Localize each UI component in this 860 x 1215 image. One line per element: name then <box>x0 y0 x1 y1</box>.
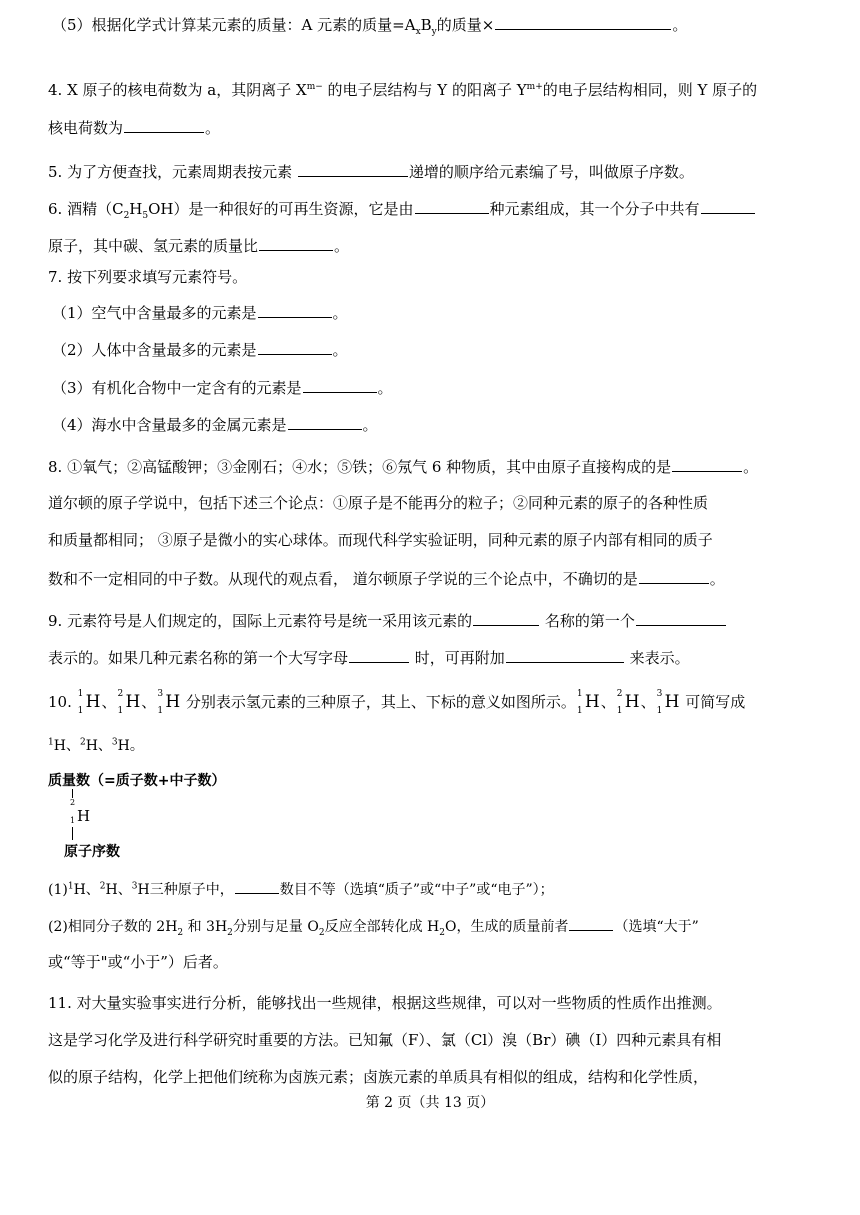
iso-symbol: H <box>85 692 101 712</box>
q9-text-a: 9. 元素符号是人们规定的，国际上元素符号是统一采用该元素的 <box>48 612 473 630</box>
iso-mass: 1 <box>576 689 583 699</box>
p2-text-b: 和 3H <box>183 919 228 935</box>
q7-item-1 <box>52 301 820 324</box>
q4-sup-2: m+ <box>526 82 543 92</box>
p1-h: H <box>105 882 118 898</box>
q6-text-a: 6. 酒精（C <box>48 200 124 218</box>
q8-line1 <box>48 455 816 478</box>
q9-blank-3[interactable] <box>349 646 409 663</box>
q5-sub-x: x <box>415 27 421 37</box>
q10-mid-text: 分别表示氢元素的三种原子，其上、下标的意义如图所示。 <box>181 693 576 711</box>
q6-blank-3[interactable] <box>259 234 333 251</box>
iso-symbol: H <box>624 692 640 712</box>
short-mass-2: 2 <box>79 737 86 748</box>
isotope-h1 <box>77 689 101 716</box>
iso-z: 1 <box>656 706 663 716</box>
p2-text-f: （选填“大于” <box>614 919 699 935</box>
q4-text-a: 4. X 原子的核电荷数为 a，其阴离子 X <box>48 81 307 99</box>
p2-text-c: 分别与足量 O <box>232 919 319 935</box>
q9-text-e: 来表示。 <box>624 649 690 667</box>
q10-part1 <box>48 877 816 901</box>
q4-text-d: 核电荷数为 <box>48 119 124 137</box>
p2-blank[interactable] <box>569 914 613 931</box>
q5-blank[interactable] <box>495 13 671 30</box>
q7-title: 7. 按下列要求填写元素符号。 <box>48 268 248 286</box>
isotope-notation-diagram <box>48 770 248 862</box>
q4-line1 <box>48 79 816 101</box>
p2-s3: 2 <box>318 927 325 938</box>
q5b-line <box>48 160 816 183</box>
sep: 、 <box>97 738 112 754</box>
q7-blank-4[interactable] <box>288 413 362 430</box>
q8-end-1: 。 <box>743 458 759 476</box>
iso-z: 1 <box>616 706 623 716</box>
q8-blank-1[interactable] <box>672 455 742 472</box>
isotope-h2-b <box>616 689 640 716</box>
q9-text-b: 名称的第一个 <box>540 612 635 630</box>
p2-s2: 2 <box>227 927 233 938</box>
isotope-h1-b <box>576 689 600 716</box>
iso-symbol: H <box>125 692 141 712</box>
q5b-text-b: 递增的顺序给元素编了号，叫做原子序数。 <box>408 163 694 181</box>
q8-text-4: 数和不一定相同的中子数。从现代的观点看， 道尔顿原子学说的三个论点中，不确切的是 <box>48 570 638 588</box>
q8-blank-2[interactable] <box>639 567 709 584</box>
p1-text-c: 数目不等（选填“质子”或“中子”或“电子”）； <box>279 882 554 898</box>
iso-z: 1 <box>157 706 164 716</box>
sep: 、 <box>65 738 80 754</box>
p2-s4: 2 <box>439 927 445 938</box>
atomic-number-label: 原子序数 <box>64 844 120 860</box>
iso-mass: 2 <box>616 689 623 699</box>
q7-end-1: 。 <box>332 304 348 322</box>
connector-line-top <box>72 789 73 798</box>
q9-line1 <box>48 609 816 632</box>
short-h: H <box>53 738 66 754</box>
p1-m3: 3 <box>131 881 138 892</box>
q4-sup-1: m− <box>306 82 323 92</box>
q9-line2 <box>48 646 816 669</box>
q10-line2 <box>48 735 816 757</box>
q7-item-4 <box>52 413 820 436</box>
p2-text-d: 反应全部转化成 H <box>324 919 440 935</box>
p2-s1: 2 <box>177 927 184 938</box>
q11-line3: 似的原子结构，化学上把他们统称为卤族元素；卤族元素的单质具有相似的组成，结构和化学性质， <box>48 1068 709 1086</box>
sep: 、 <box>600 693 616 711</box>
sep: 、 <box>85 882 100 898</box>
q6-sub-1: 2 <box>123 211 130 221</box>
p1-m2: 2 <box>99 881 106 892</box>
q8-line4 <box>48 567 816 590</box>
q9-blank-1[interactable] <box>473 609 539 626</box>
q4-blank[interactable] <box>124 116 204 133</box>
q6-line2 <box>48 234 816 257</box>
q5-sub-y: y <box>431 27 437 37</box>
p1-h: H <box>73 882 86 898</box>
iso-z: 1 <box>77 706 84 716</box>
q8-line2: 道尔顿的原子学说中，包括下述三个论点：①原子是不能再分的粒子；②同种元素的原子的各种性质 <box>48 494 709 512</box>
q6-text-f: 。 <box>334 237 350 255</box>
sep: 、 <box>141 693 157 711</box>
q6-text-e: 原子，其中碳、氢元素的质量比 <box>48 237 259 255</box>
q7-item-4-text: （4）海水中含量最多的金属元素是 <box>52 416 287 434</box>
short-mass-3: 3 <box>111 737 118 748</box>
q4-text-c: 的电子层结构相同，则 Y 原子的 <box>542 81 758 99</box>
iso-z: 1 <box>576 706 583 716</box>
connector-line-bottom <box>72 827 73 840</box>
q7-end-3: 。 <box>377 379 393 397</box>
p2-text-e: O，生成的质量前者 <box>444 919 569 935</box>
q6-text-b: H <box>129 200 143 218</box>
q10-part2-line2: 或“等于"或“小于”）后者。 <box>48 953 228 971</box>
q9-text-d: 时，可再附加 <box>410 649 505 667</box>
p1-h: H <box>137 882 150 898</box>
q8-line3: 和质量都相同； ③原子是微小的实心球体。而现代科学实验证明，同种元素的原子内部有相同的质子 <box>48 531 713 549</box>
q7-item-3 <box>52 376 820 399</box>
q7-item-1-text: （1）空气中含量最多的元素是 <box>52 304 257 322</box>
q9-blank-2[interactable] <box>636 609 726 626</box>
mass-number-label: 质量数（=质子数+中子数） <box>48 773 226 789</box>
q10-tail: 可简写成 <box>680 693 746 711</box>
short-h: H <box>117 738 130 754</box>
q5-tail: 。 <box>672 16 688 34</box>
q10-part2 <box>48 914 816 938</box>
p1-num: (1) <box>48 882 68 898</box>
iso-symbol: H <box>165 692 181 712</box>
q7-item-2-text: （2）人体中含量最多的元素是 <box>52 341 257 359</box>
q7-end-4: 。 <box>362 416 378 434</box>
iso-symbol: H <box>584 692 600 712</box>
q7-blank-3[interactable] <box>303 376 377 393</box>
q10-number: 10. <box>48 693 77 711</box>
q7-item-3-text: （3）有机化合物中一定含有的元素是 <box>52 379 302 397</box>
isotope-h3 <box>157 689 181 716</box>
q5b-blank[interactable] <box>298 160 408 177</box>
p1-m1: 1 <box>67 881 74 892</box>
iso-z: 1 <box>117 706 124 716</box>
sep: 、 <box>101 693 117 711</box>
q4-line2 <box>48 116 816 139</box>
q5-line <box>52 13 820 36</box>
short-mass-1: 1 <box>48 737 54 748</box>
sep: 、 <box>640 693 656 711</box>
iso-mass: 2 <box>117 689 124 699</box>
q10-line2-end: 。 <box>129 738 144 754</box>
q5-text-b: B <box>420 16 432 34</box>
page-footer: 第 2 页（共 13 页） <box>365 1095 495 1111</box>
iso-mass: 3 <box>656 689 663 699</box>
q5-text-end: 的质量× <box>436 16 495 34</box>
q7-end-2: 。 <box>332 341 348 359</box>
q5-text: （5）根据化学式计算某元素的质量：A 元素的质量=A <box>52 16 416 34</box>
diagram-symbol: H <box>77 807 91 825</box>
q10-line1 <box>48 689 816 716</box>
q7-blank-2[interactable] <box>258 338 332 355</box>
q8-end-2: 。 <box>709 570 725 588</box>
q7-item-2 <box>52 338 820 361</box>
q6-blank-1[interactable] <box>415 197 489 214</box>
q6-text-d: 种元素组成，其一个分子中共有 <box>489 200 700 218</box>
isotope-h2 <box>117 689 141 716</box>
q6-blank-2[interactable] <box>701 197 755 214</box>
q11-line2: 这是学习化学及进行科学研究时重要的方法。已知氟（F）、氯（Cl）溴（Br）碘（I）四种元素具有相 <box>48 1031 722 1049</box>
q6-text-c: OH）是一种很好的可再生资源，它是由 <box>148 200 414 218</box>
short-h: H <box>85 738 98 754</box>
q6-sub-2: 5 <box>142 211 149 221</box>
q11-line1: 11. 对大量实验事实进行分析，能够找出一些规律，根据这些规律，可以对一些物质的性质作出推测。 <box>48 994 722 1012</box>
diagram-mass-number: 2 <box>70 798 76 807</box>
iso-mass: 1 <box>77 689 84 699</box>
p1-text-b: 三种原子中， <box>149 882 234 898</box>
q8-text-1: 8. ①氧气；②高锰酸钾；③金刚石；④水；⑤铁；⑥氖气 6 种物质，其中由原子直接构成的是 <box>48 458 672 476</box>
q9-blank-4[interactable] <box>506 646 624 663</box>
q5b-text-a: 5. 为了方便查找，元素周期表按元素 <box>48 163 297 181</box>
q4-text-b: 的电子层结构与 Y 的阳离子 Y <box>322 81 527 99</box>
diagram-atomic-number: 1 <box>70 816 76 825</box>
q9-text-c: 表示的。如果几种元素名称的第一个大写字母 <box>48 649 349 667</box>
q4-text-e: 。 <box>205 119 221 137</box>
sep: 、 <box>117 882 132 898</box>
isotope-h3-b <box>656 689 680 716</box>
q6-line1 <box>48 197 816 220</box>
iso-mass: 3 <box>157 689 164 699</box>
iso-symbol: H <box>664 692 680 712</box>
p1-blank[interactable] <box>235 877 279 894</box>
p2-text-a: (2)相同分子数的 2H <box>48 919 178 935</box>
q7-blank-1[interactable] <box>258 301 332 318</box>
